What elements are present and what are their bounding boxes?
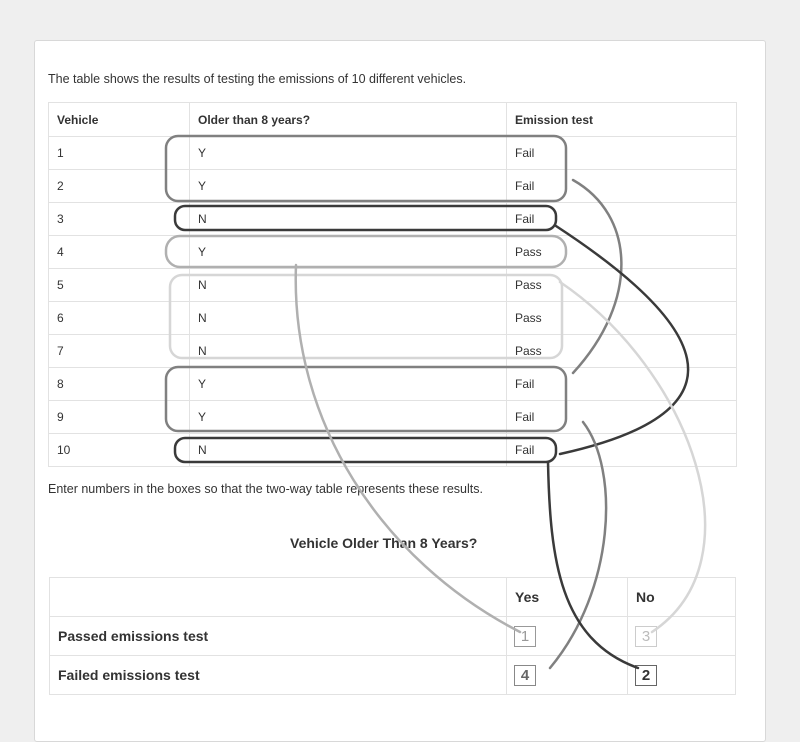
row-failed bbox=[50, 656, 736, 695]
vehicle-cell: 2 bbox=[49, 170, 190, 203]
answer-box-passed-yes[interactable]: 1 bbox=[514, 626, 536, 647]
corner-cell bbox=[50, 578, 507, 617]
cell-passed-yes bbox=[507, 617, 628, 656]
vehicle-cell: 5 bbox=[49, 269, 190, 302]
header-older: Older than 8 years? bbox=[190, 103, 507, 137]
table-row bbox=[49, 434, 737, 467]
emission-cell: Pass bbox=[507, 302, 737, 335]
table-row bbox=[49, 236, 737, 269]
emission-cell: Pass bbox=[507, 236, 737, 269]
row-passed bbox=[50, 617, 736, 656]
older-cell: Y bbox=[190, 137, 507, 170]
table-row bbox=[49, 368, 737, 401]
emission-cell: Fail bbox=[507, 203, 737, 236]
results-table bbox=[48, 102, 737, 467]
table-row bbox=[49, 137, 737, 170]
cell-passed-no bbox=[628, 617, 736, 656]
table-row bbox=[49, 401, 737, 434]
emission-cell: Fail bbox=[507, 137, 737, 170]
table-row bbox=[49, 269, 737, 302]
answer-box-passed-no[interactable]: 3 bbox=[635, 626, 657, 647]
two-way-title: Vehicle Older Than 8 Years? bbox=[290, 535, 478, 551]
cell-failed-no bbox=[628, 656, 736, 695]
table-row bbox=[49, 302, 737, 335]
vehicle-cell: 8 bbox=[49, 368, 190, 401]
older-cell: Y bbox=[190, 170, 507, 203]
emission-cell: Pass bbox=[507, 335, 737, 368]
older-cell: N bbox=[190, 203, 507, 236]
vehicle-cell: 6 bbox=[49, 302, 190, 335]
older-cell: N bbox=[190, 335, 507, 368]
emission-cell: Fail bbox=[507, 401, 737, 434]
label-passed: Passed emissions test bbox=[50, 617, 507, 656]
vehicle-cell: 1 bbox=[49, 137, 190, 170]
older-cell: Y bbox=[190, 236, 507, 269]
older-cell: N bbox=[190, 302, 507, 335]
emission-cell: Fail bbox=[507, 434, 737, 467]
vehicle-cell: 9 bbox=[49, 401, 190, 434]
older-cell: N bbox=[190, 434, 507, 467]
header-no: No bbox=[628, 578, 736, 617]
label-failed: Failed emissions test bbox=[50, 656, 507, 695]
emission-cell: Pass bbox=[507, 269, 737, 302]
header-yes: Yes bbox=[507, 578, 628, 617]
cell-failed-yes bbox=[507, 656, 628, 695]
header-emission: Emission test bbox=[507, 103, 737, 137]
older-cell: Y bbox=[190, 401, 507, 434]
emission-cell: Fail bbox=[507, 170, 737, 203]
emission-cell: Fail bbox=[507, 368, 737, 401]
older-cell: Y bbox=[190, 368, 507, 401]
header-vehicle: Vehicle bbox=[49, 103, 190, 137]
vehicle-cell: 7 bbox=[49, 335, 190, 368]
table-header-row bbox=[49, 103, 737, 137]
table-row bbox=[49, 203, 737, 236]
table-row bbox=[49, 170, 737, 203]
vehicle-cell: 4 bbox=[49, 236, 190, 269]
table-row bbox=[49, 335, 737, 368]
intro-text: The table shows the results of testing the emissions of 10 different vehicles. bbox=[48, 72, 467, 86]
answer-box-failed-no[interactable]: 2 bbox=[635, 665, 657, 686]
two-way-header-row bbox=[50, 578, 736, 617]
two-way-table bbox=[49, 577, 736, 695]
instruction-text: Enter numbers in the boxes so that the two-way table represents these results. bbox=[48, 482, 483, 496]
answer-box-failed-yes[interactable]: 4 bbox=[514, 665, 536, 686]
vehicle-cell: 3 bbox=[49, 203, 190, 236]
vehicle-cell: 10 bbox=[49, 434, 190, 467]
older-cell: N bbox=[190, 269, 507, 302]
